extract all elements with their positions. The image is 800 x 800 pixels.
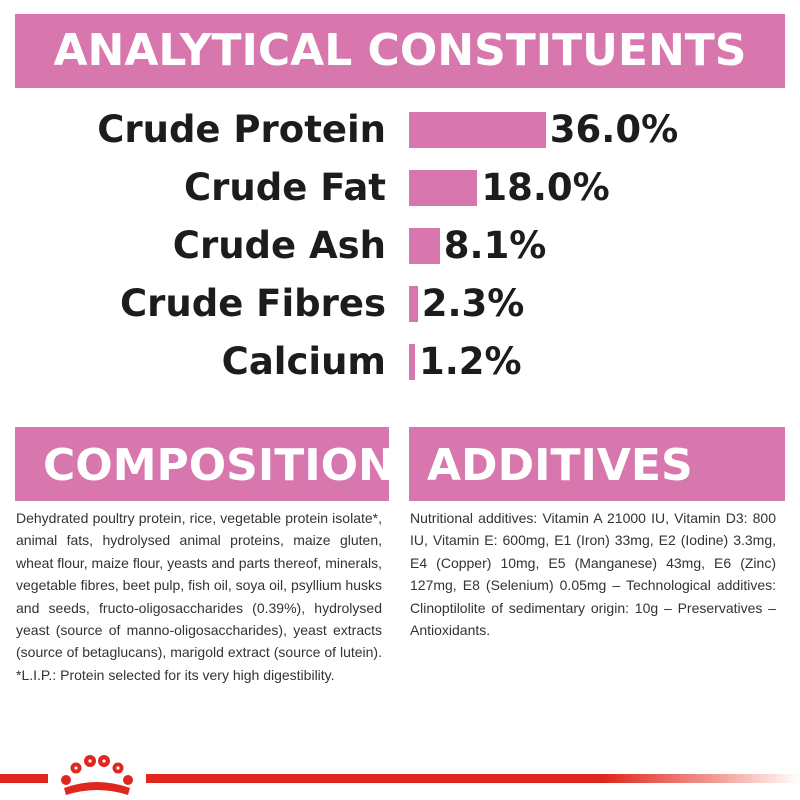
chart-value-label: 8.1%: [443, 224, 547, 267]
crown-icon: [52, 752, 142, 800]
chart-bar: [409, 286, 418, 322]
chart-bar: [409, 344, 415, 380]
chart-category-label: Crude Fat: [184, 166, 386, 209]
chart-value-label: 2.3%: [421, 282, 525, 325]
chart-category-label: Calcium: [221, 340, 386, 383]
chart-bar: [409, 112, 546, 148]
chart-category-label: Crude Protein: [97, 108, 386, 151]
additives-title: ADDITIVES: [427, 440, 693, 491]
analytical-constituents-header: [15, 14, 785, 88]
analytical-constituents-title: ANALYTICAL CONSTITUENTS: [53, 25, 747, 76]
chart-bar: [409, 170, 477, 206]
chart-category-label: Crude Fibres: [119, 282, 386, 325]
additives-text: Nutritional additives: Vitamin A 21000 IU, Vitamin D3: 800 IU, Vitamin E: 600mg, E1 (Iron) 33mg, E2 (Iodine) 3.3mg, E4 (Copper) 10mg, E5 (Manganese) 43mg, E6 (Zinc) 127mg, E8 (Selenium) 0.05mg – Technological additives: Clinoptilolite of sedimentary origin: 10g – Preservatives – Antioxidants.: [410, 510, 776, 639]
chart-bar: [409, 228, 440, 264]
chart-value-label: 18.0%: [481, 166, 610, 209]
chart-value-label: 36.0%: [549, 108, 679, 151]
chart-value-label: 1.2%: [419, 340, 522, 383]
chart-category-label: Crude Ash: [172, 224, 386, 267]
footer-line-right: [146, 774, 800, 783]
composition-header: [15, 427, 395, 501]
additives-header: [409, 427, 785, 501]
composition-text: Dehydrated poultry protein, rice, vegetable protein isolate*, animal fats, hydrolysed animal proteins, maize gluten, wheat flour, maize flour, yeasts and parts thereof, minerals, vegetable fibres, beet pulp, fish oil, soya oil, psyllium husks and seeds, fructo-oligosaccharides (0.39%), hydrolysed yeast (source of manno-oligosaccharides), yeast extracts (source of betaglucans), marigold extract (source of lutein). *L.I.P.: Protein selected for its very high digestibility.: [16, 510, 382, 683]
footer-line-left: [0, 774, 48, 783]
composition-title: COMPOSITION: [43, 440, 395, 491]
